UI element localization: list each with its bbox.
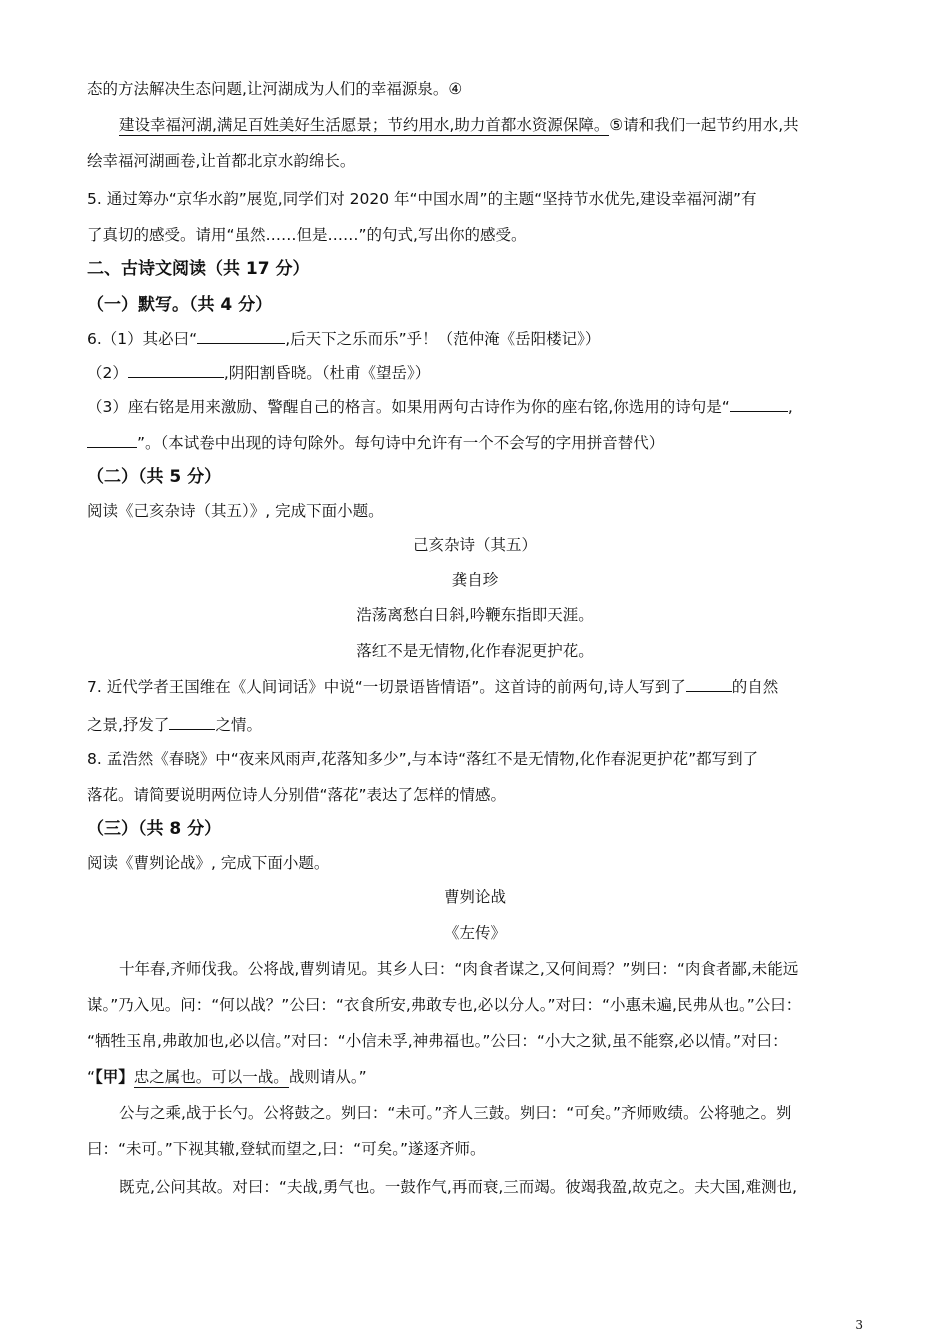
q6-2-prefix: （2）	[87, 364, 128, 382]
intro-line-1: 态的方法解决生态问题,让河湖成为人们的幸福源泉。④	[87, 80, 463, 98]
part2-title: （二）（共 5 分）	[87, 467, 222, 487]
section2-title: 二、古诗文阅读（共 17 分）	[87, 259, 310, 279]
poem-author: 龚自珍	[451, 571, 499, 589]
q5-line-1: 5. 通过筹办“京华水韵”展览,同学们对 2020 年“中国水周”的主题“坚持节水优先,建设幸福河湖”有	[87, 190, 757, 208]
q8-line-2: 落花。请简要说明两位诗人分别借“落花”表达了怎样的情感。	[87, 786, 507, 804]
poem-title: 己亥杂诗（其五）	[412, 536, 537, 554]
q7-line-2	[87, 714, 867, 736]
q6-1	[87, 328, 867, 350]
q6-1-suffix: ,后天下之乐而乐”乎！（范仲淹《岳阳楼记》）	[285, 330, 601, 348]
q6-3-blank-2[interactable]	[87, 433, 137, 448]
q6-1-prefix: 6.（1）其必曰“	[87, 330, 198, 348]
q7-text: 7. 近代学者王国维在《人间词话》中说“一切景语皆情语”。这首诗的前两句,诗人写到了	[87, 678, 686, 696]
p1-line-4	[87, 1066, 867, 1088]
poem-line-1: 浩荡离愁白日斜,吟鞭东指即天涯。	[356, 606, 594, 624]
q6-3-blank-1[interactable]	[730, 397, 788, 412]
p1-line-2: 谋。”乃入见。问：“何以战？”公曰：“衣食所安,弗敢专也,必以分人。”对曰：“小惠未遍,民弗从也。”公曰：	[87, 996, 802, 1014]
q6-2-blank[interactable]	[128, 363, 224, 378]
q7-text-end: 的自然	[731, 678, 779, 696]
q6-3-line-1	[87, 396, 867, 418]
q7-line-2-suffix: 之情。	[215, 716, 262, 734]
q7-blank-2[interactable]	[169, 715, 215, 730]
intro-line-2-rest: ⑤请和我们一起节约用水,共	[609, 116, 799, 134]
part2-instruction: 阅读《己亥杂诗（其五）》, 完成下面小题。	[87, 502, 384, 520]
p1-line-4-end: 战则请从。”	[288, 1068, 367, 1086]
text-source: 《左传》	[443, 924, 506, 942]
q6-3-note: ”。（本试卷中出现的诗句除外。每句诗中允许有一个不会写的字用拼音替代）	[137, 434, 665, 452]
part3-title: （三）（共 8 分）	[87, 819, 222, 839]
q6-2	[87, 362, 867, 384]
p1-open-quote: “	[87, 1068, 96, 1086]
text-title: 曹刿论战	[443, 888, 506, 906]
p1-line-1: 十年春,齐师伐我。公将战,曹刿请见。其乡人曰：“肉食者谋之,又何间焉？”刿曰：“肉食者鄙,未能远	[119, 960, 799, 978]
intro-line-3: 绘幸福河湖画卷,让首都北京水韵绵长。	[87, 152, 356, 170]
q8-line-1: 8. 孟浩然《春晓》中“夜来风雨声,花落知多少”,与本诗“落红不是无情物,化作春泥更护花”都写到了	[87, 750, 759, 768]
p2-line-2: 曰：“未可。”下视其辙,登轼而望之,曰：“可矣。”遂逐齐师。	[87, 1140, 486, 1158]
intro-line-2	[87, 114, 867, 136]
q6-2-suffix: ,阴阳割昏晓。（杜甫《望岳》）	[223, 364, 431, 382]
poem-line-2: 落红不是无情物,化作春泥更护花。	[356, 642, 594, 660]
q5-line-2: 了真切的感受。请用“虽然……但是……”的句式,写出你的感受。	[87, 226, 527, 244]
q7-blank-1[interactable]	[686, 677, 732, 692]
part1-title: （一）默写。（共 4 分）	[87, 295, 273, 315]
q6-3-line-2	[87, 432, 867, 454]
jia-marker: 【甲】	[95, 1068, 134, 1086]
page-number: 3	[855, 1318, 863, 1332]
intro-underlined-sentence: 建设幸福河湖,满足百姓美好生活愿景；节约用水,助力首都水资源保障。	[119, 116, 610, 134]
jia-underlined-sentence: 忠之属也。可以一战。	[133, 1068, 289, 1086]
q7-line-1	[87, 676, 867, 698]
q6-3-comma: ,	[787, 398, 793, 416]
p1-line-3: “牺牲玉帛,弗敢加也,必以信。”对曰：“小信未孚,神弗福也。”公曰：“小大之狱,虽不能察,必以情。”对曰：	[87, 1032, 788, 1050]
q7-line-2-prefix: 之景,抒发了	[87, 716, 170, 734]
p2-line-1: 公与之乘,战于长勺。公将鼓之。刿曰：“未可。”齐人三鼓。刿曰：“可矣。”齐师败绩。公将驰之。刿	[119, 1104, 792, 1122]
q6-1-blank[interactable]	[197, 329, 285, 344]
p3-line-1: 既克,公问其故。对曰：“夫战,勇气也。一鼓作气,再而衰,三而竭。彼竭我盈,故克之。夫大国,难测也,	[119, 1178, 798, 1196]
q6-3-text: （3）座右铭是用来激励、警醒自己的格言。如果用两句古诗作为你的座右铭,你选用的诗句是“	[87, 398, 730, 416]
part3-instruction: 阅读《曹刿论战》, 完成下面小题。	[87, 854, 330, 872]
